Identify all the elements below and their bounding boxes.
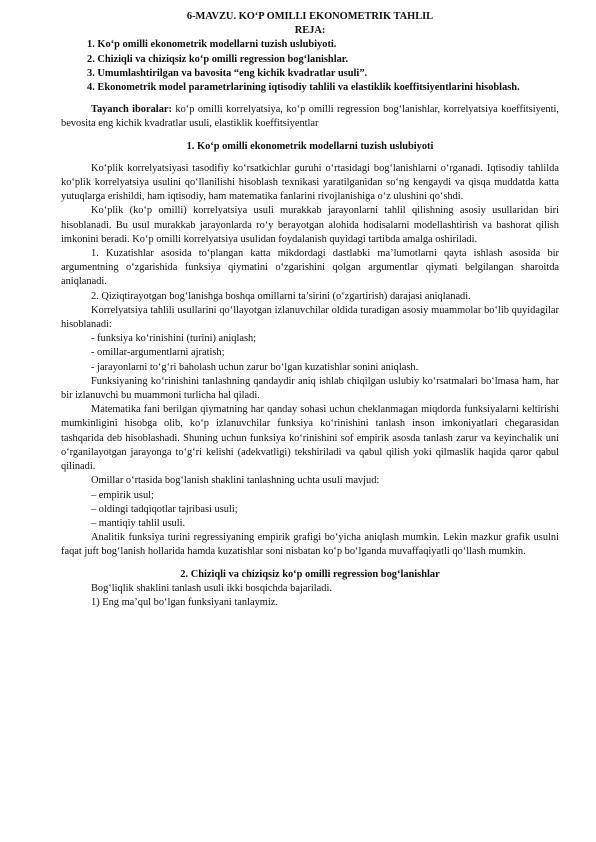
- plan-heading: REJA:: [294, 25, 326, 37]
- document-content: [61, 10, 559, 610]
- section-1-heading: 1. Ko‘p omilli ekonometrik modellarni tuzish uslubiyoti: [186, 140, 434, 152]
- section-2-heading: 2. Chiziqli va chiziqsiz ko‘p omilli regression bog‘lanishlar: [180, 568, 440, 580]
- problems-list-item-1: - funksiya ko‘rinishini (turini) aniqlash;: [91, 333, 257, 345]
- keywords-text: ko‘p omilli korrelyatsiya, ko‘p omilli regression bog‘lanishlar, korrelyatsiya koeffitsiyenti, bevosita eng kichik kvadratlar usuli, elastiklik koeffitsiyentlar: [61, 104, 559, 130]
- section-1-paragraph-2: Ko‘plik (ko‘p omilli) korrelyatsiya usuli murakkab jarayonlarni tahlil qilishning asosiy usullaridan biri hisoblanadi. Bu usul murakkab jarayonlarda ro‘y berayotgan alohida hodisalarni modellashtirish va bashorat qilish imkonini beradi. Ko‘p omilli korrelyatsiya usulidan foydalanish quyidagi tartibda amalga oshiriladi.: [61, 205, 559, 245]
- section-1-paragraph-8: Omillar o‘rtasida bog‘lanish shaklini tanlashning uchta usuli mavjud:: [91, 475, 380, 487]
- section-1-paragraph-3: 1. Kuzatishlar asosida to‘plangan katta mikdordagi dastlabki ma’lumotlarni qayta ishlash asosida bir argumentning o‘zgarishida funksiya qiymatini o‘zgarishini qolgan argumentlar qiymati belgilangan sharoitda aniqlanadi.: [61, 248, 559, 288]
- plan-item-3: 3. Umumlashtirilgan va bavosita “eng kichik kvadratlar usuli”.: [87, 67, 368, 79]
- keywords-paragraph: [61, 103, 559, 131]
- section-1-paragraph-5: Korrelyatsiya tahlili usullarini qo‘llayotgan izlanuvchilar oldida turadigan asosiy muammolar bo‘lib quyidagilar hisoblanadi:: [61, 304, 559, 331]
- plan-item-2: 2. Chiziqli va chiziqsiz ko‘p omilli regression bog‘lanishlar.: [87, 53, 349, 65]
- problems-list-item-3: - jarayonlarni to‘g‘ri baholash uchun zarur bo‘lgan kuzatishlar sonini aniqlash.: [91, 361, 419, 373]
- methods-list-item-3: – mantiqiy tahlil usuli.: [91, 517, 186, 529]
- methods-list-item-1: – empirik usul;: [91, 489, 154, 501]
- methods-list-item-2: – oldingi tadqiqotlar tajribasi usuli;: [91, 503, 238, 515]
- section-1-paragraph-7: Matematika fani berilgan qiymatning har qanday sohasi uchun cheklanmagan miqdorda funksiyalarni keltirishi mumkinligini hisobga olib, ko‘p izlanuvchilar funksiya ko‘rinishini tanlash inson imkoniyatlari chegarasidan tashqarida deb hisoblashadi. Shuning uchun funksiya ko‘rinishini sof empirik asosda tanlash zarur va keyinchalik uni o‘rganilayotgan jarayonga to‘g‘ri kelishi (adekvatligi) tekshiriladi va qabul qilish yoki qilmaslik haqida qaror qabul qilinadi.: [61, 404, 559, 473]
- section-1-paragraph-4: 2. Qiziqtirayotgan bog‘lanishga boshqa omillarni ta’sirini (o‘zgartirish) darajasi aniqlanadi.: [91, 290, 471, 302]
- section-1-paragraph-6: Funksiyaning ko‘rinishini tanlashning qandaydir aniq ishlab chiqilgan uslubiy ko‘rsatmalari bo‘lmasa ham, har bir izlanuvchi bu muammoni turlicha hal qiladi.: [61, 375, 559, 402]
- section-1-paragraph-1: Ko‘plik korrelyatsiyasi tasodifiy ko‘rsatkichlar guruhi o‘rtasidagi bog‘lanishlarni o‘rganadi. Iqtisodiy tahlilda ko‘plik korrelyatsiya usulini qo‘llanilishi hisoblash texnikasi yaratilganidan so‘ng kengaydi va qisqa muddatda katta yutuqlarga erishildi, ham iqtisodiy, ham matematika fanlarini rivojlanishiga o‘z ulushini qo‘shdi.: [61, 162, 559, 203]
- keywords-label: Tayanch iboralar:: [91, 104, 172, 116]
- document-title: 6-MAVZU. KO‘P OMILLI EKONOMETRIK TAHLIL: [186, 11, 434, 22]
- plan-item-4: 4. Ekonometrik model parametrlarining iqtisodiy tahlili va elastiklik koeffitsiyentlarini hisoblash.: [87, 82, 520, 94]
- plan-item-1: 1. Ko‘p omilli ekonometrik modellarni tuzish uslubiyoti.: [87, 39, 337, 51]
- section-2-paragraph-1: Bog‘liqlik shaklini tanlash usuli ikki bosqichda bajariladi.: [91, 582, 332, 594]
- section-2-paragraph-2: 1) Eng ma’qul bo‘lgan funksiyani tanlaymiz.: [91, 596, 278, 608]
- section-1-paragraph-9: Analitik funksiya turini regressiyaning empirik grafigi bo‘yicha aniqlash mumkin. Lekin mazkur grafik usulni faqat juft bog‘lanish hollarida hamda kuzatishlar soni nisbatan ko‘p bo‘lganda muvaffaqiyatli qo‘llash mumkin.: [61, 532, 559, 558]
- problems-list-item-2: - omillar-argumentlarni ajratish;: [91, 347, 225, 359]
